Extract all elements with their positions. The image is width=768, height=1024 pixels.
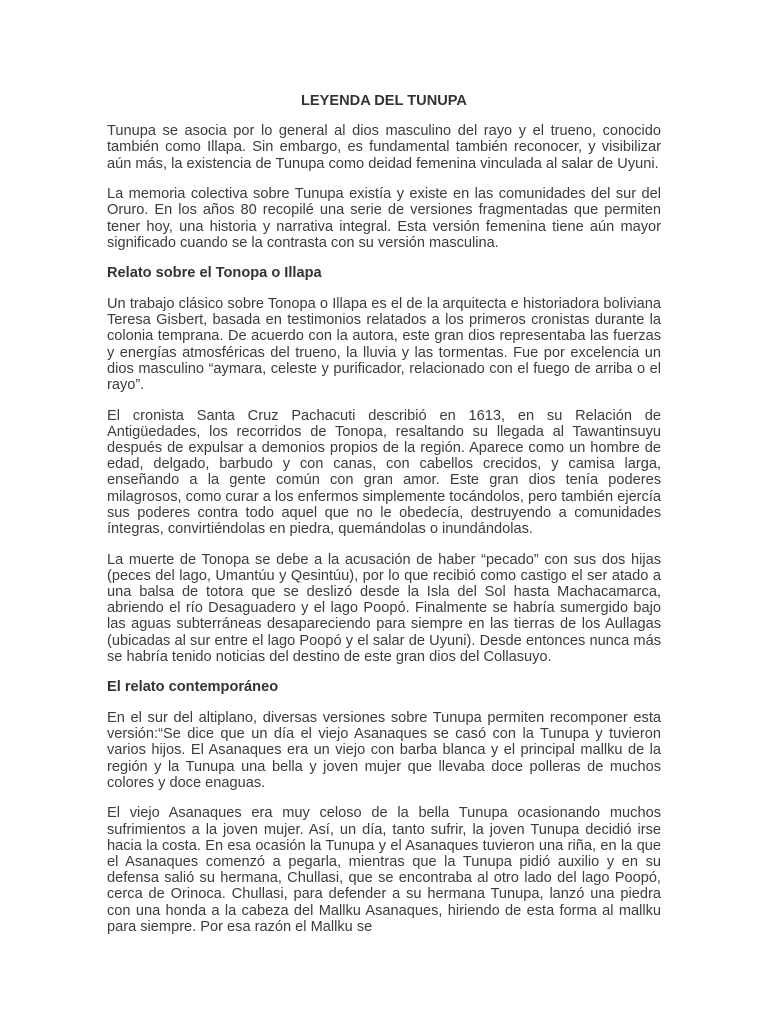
paragraph-celoso: El viejo Asanaques era muy celoso de la bella Tunupa ocasionando muchos sufrimientos a la joven mujer. Así, un día, tanto sufrir, la joven Tunupa decidió irse hacia la costa. En esa ocasión la Tunupa y el Asanaques tuvieron una riña, en la que el Asanaques comenzó a pegarla, mientras que la Tunupa pidió auxilio y en su defensa salió su hermana, Chullasi, que se encontraba al otro lado del lago Poopó, cerca de Orinoca. Chullasi, para defender a su hermana Tunupa, lanzó una piedra con una honda a la cabeza del Mallku Asanaques, hiriendo de esta forma al mallku para siempre. Por esa razón el Mallku se bbox=[107, 805, 661, 935]
paragraph-collective-memory: La memoria colectiva sobre Tunupa existía y existe en las comunidades del sur del Oruro. En los años 80 recopilé una serie de versiones fragmentadas que permiten tener hoy, una historia y narrativa integral. Esta versión femenina tiene aún mayor significado cuando se la contrasta con su versión masculina. bbox=[107, 186, 661, 251]
document-title: LEYENDA DEL TUNUPA bbox=[301, 93, 467, 109]
paragraph-asanaques: En el sur del altiplano, diversas versiones sobre Tunupa permiten recomponer esta versión:“Se dice que un día el viejo Asanaques se casó con la Tunupa y tuvieron varios hijos. El Asanaques era un viejo con barba blanca y el principal mallku de la región y la Tunupa una bella y joven mujer que llevaba doce polleras de muchos colores y doce enaguas. bbox=[107, 710, 661, 791]
paragraph-pachacuti: El cronista Santa Cruz Pachacuti describió en 1613, en su Relación de Antigüedades, los recorridos de Tonopa, resaltando su llegada al Tawantinsuyu después de expulsar a demonios propios de la región. Aparece como un hombre de edad, delgado, barbudo y con canas, con cabellos crecidos, y camisa larga, enseñando a la gente común con gran amor. Este gran dios tenía poderes milagrosos, como curar a los enfermos simplemente tocándolos, pero también ejercía sus poderes contra todo aquel que no le obedecía, destruyendo a comunidades íntegras, convirtiéndolas en piedra, quemándolas o inundándolas. bbox=[107, 407, 662, 538]
document-page bbox=[107, 93, 661, 949]
section-heading-relato-tonopa: Relato sobre el Tonopa o Illapa bbox=[107, 265, 322, 282]
paragraph-muerte-tonopa: La muerte de Tonopa se debe a la acusación de haber “pecado” con sus dos hijas (peces del lago, Umantúu y Qesintúu), por lo que recibió como castigo el ser atado a una balsa de totora que se deslizó desde la Isla del Sol hasta Machacamarca, abriendo el río Desaguadero y el lago Poopó. Finalmente se habría sumergido bajo las aguas subterráneas desapareciendo para siempre en las tierras de los Aullagas (ubicadas al sur entre el lago Poopó y el salar de Uyuni). Desde entonces nunca más se habría tenido noticias del destino de este gran dios del Collasuyo. bbox=[107, 551, 661, 665]
section-heading-relato-contemporaneo: El relato contemporáneo bbox=[107, 679, 279, 696]
paragraph-intro: Tunupa se asocia por lo general al dios masculino del rayo y el trueno, conocido también como Illapa. Sin embargo, es fundamental también reconocer, y visibilizar aún más, la existencia de Tunupa como deidad femenina vinculada al salar de Uyuni. bbox=[107, 123, 661, 172]
paragraph-gisbert: Un trabajo clásico sobre Tonopa o Illapa es el de la arquitecta e historiadora boliviana Teresa Gisbert, basada en testimonios relatados a los primeros cronistas durante la colonia temprana. De acuerdo con la autora, este gran dios representaba las fuerzas y energías atmosféricas del trueno, la lluvia y las tormentas. Fue por excelencia un dios masculino “aymara, celeste y purificador, relacionado con el fuego de arriba o el rayo”. bbox=[107, 296, 661, 394]
